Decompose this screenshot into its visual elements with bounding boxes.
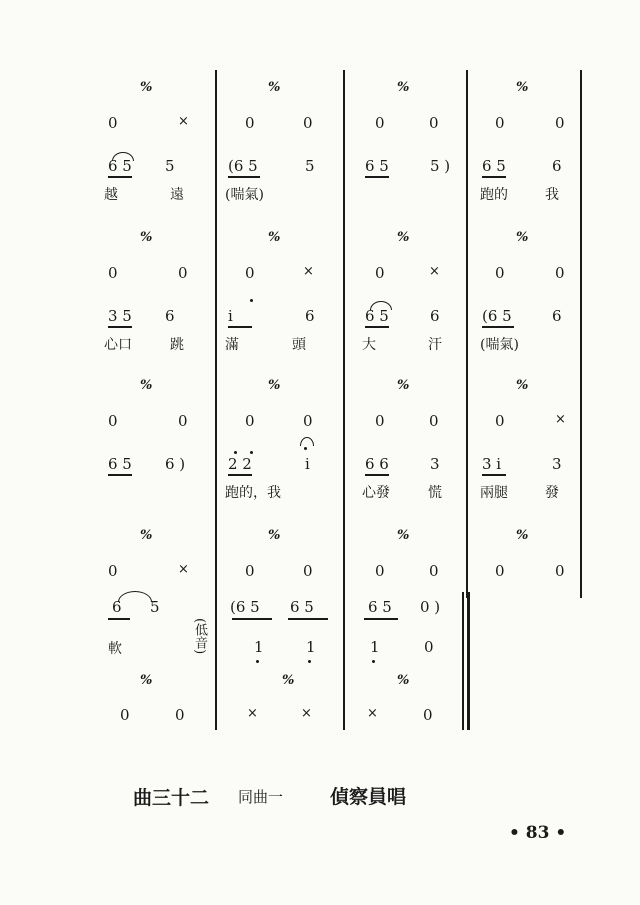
rest-zero: 0 [175, 706, 185, 724]
melody-note: 5 [305, 157, 315, 175]
duration-line [482, 326, 514, 328]
singer-label: 偵察員唱 [330, 786, 407, 808]
melody-note: 6 [552, 157, 562, 175]
lyric: 遠 [170, 187, 184, 203]
page-number: • 83 • [509, 823, 567, 843]
melody-note: i [228, 307, 233, 325]
lyric: 越 [104, 187, 118, 203]
lyric: 滿 [225, 337, 239, 353]
barline [343, 592, 345, 730]
lyric: 跳 [170, 337, 184, 353]
rest-zero: 0 [245, 114, 255, 132]
barline [343, 70, 345, 222]
barline [466, 70, 468, 222]
melody-note: 6 ) [165, 455, 186, 473]
melody-note: 2 2 [228, 455, 252, 473]
melody-note: (6 5 [482, 307, 512, 325]
repeat-mark: % [140, 528, 153, 543]
rest-zero: 0 [245, 264, 255, 282]
tune-label: 同曲一 [238, 788, 284, 806]
rest-zero: 0 [375, 412, 385, 430]
rest-zero: 0 [555, 114, 565, 132]
duration-line [108, 326, 132, 328]
duration-line [482, 176, 506, 178]
duration-line [364, 618, 398, 620]
barline [215, 368, 217, 520]
repeat-mark: % [397, 80, 410, 95]
duration-line [232, 618, 272, 620]
lyric: 大 [362, 337, 376, 353]
repeat-mark: % [397, 378, 410, 393]
rest-zero: 0 [178, 264, 188, 282]
octave-dot [250, 299, 253, 302]
repeat-mark: % [516, 230, 529, 245]
slur [300, 437, 314, 446]
rest-zero: 0 [245, 562, 255, 580]
rest-zero: 0 [303, 114, 313, 132]
duration-line [228, 176, 260, 178]
lyric: 頭 [292, 337, 306, 353]
lyric: (喘氣) [480, 337, 519, 353]
rest-zero: 0 [495, 264, 505, 282]
slur [118, 591, 152, 602]
duration-line [365, 474, 389, 476]
rest-zero: 0 [303, 412, 313, 430]
duration-line [108, 176, 132, 178]
duration-line [228, 474, 252, 476]
repeat-mark: % [397, 230, 410, 245]
barline [215, 70, 217, 222]
lyric: 兩腿 [480, 485, 508, 501]
rest-zero: 0 [555, 264, 565, 282]
duration-line [288, 618, 328, 620]
barline [215, 592, 217, 730]
low-note: 1 [370, 638, 380, 656]
repeat-mark: % [268, 80, 281, 95]
low-register-note: (低音) [192, 618, 207, 655]
repeat-mark: % [516, 378, 529, 393]
duration-line [482, 474, 506, 476]
melody-note: 6 5 [108, 455, 132, 473]
melody-note: 5 [165, 157, 175, 175]
barline [215, 518, 217, 598]
melody-note: 6 [165, 307, 175, 325]
repeat-mark: % [140, 378, 153, 393]
melody-note: (6 5 [228, 157, 258, 175]
melody-note: 6 [430, 307, 440, 325]
barline [343, 518, 345, 598]
barline [343, 368, 345, 520]
melody-note: 6 5 [365, 307, 389, 325]
duration-line [108, 618, 130, 620]
repeat-mark: % [397, 673, 410, 688]
melody-note: 6 5 [368, 598, 392, 616]
rest-cross: × [367, 706, 378, 721]
melody-note: 6 5 [365, 157, 389, 175]
lyric: 軟 [108, 641, 122, 657]
octave-dot [256, 660, 259, 663]
rest-cross: × [178, 114, 189, 129]
repeat-mark: % [282, 673, 295, 688]
melody-note: 3 [552, 455, 562, 473]
duration-line [108, 474, 132, 476]
rest-zero: 0 [178, 412, 188, 430]
lyric: 慌 [428, 485, 442, 501]
low-note: 1 [306, 638, 316, 656]
rest-zero: 0 [108, 562, 118, 580]
melody-note: 6 6 [365, 455, 389, 473]
barline [466, 368, 468, 520]
octave-dot [372, 660, 375, 663]
repeat-mark: % [140, 80, 153, 95]
final-barline [462, 592, 464, 730]
octave-dot [250, 451, 253, 454]
melody-note: 3 5 [108, 307, 132, 325]
melody-note: 6 [305, 307, 315, 325]
rest-cross: × [303, 264, 314, 279]
melody-note: 5 ) [430, 157, 451, 175]
repeat-mark: % [516, 528, 529, 543]
rest-cross: × [178, 562, 189, 577]
melody-note: 3 [430, 455, 440, 473]
barline [580, 220, 582, 372]
low-note: 1 [254, 638, 264, 656]
melody-note: (6 5 [230, 598, 260, 616]
melody-note: 0 ) [420, 598, 441, 616]
barline [343, 220, 345, 372]
rest-cross: × [555, 412, 566, 427]
lyric: (喘氣) [225, 187, 264, 203]
barline [580, 368, 582, 520]
rest-zero: 0 [375, 264, 385, 282]
rest-cross: × [247, 706, 258, 721]
repeat-mark: % [268, 528, 281, 543]
barline [580, 70, 582, 222]
rest-zero: 0 [495, 412, 505, 430]
rest-zero: 0 [375, 562, 385, 580]
octave-dot [304, 447, 307, 450]
rest-cross: × [301, 706, 312, 721]
melody-note: 6 5 [108, 157, 132, 175]
lyric: 跑的 [480, 187, 508, 203]
octave-dot [234, 451, 237, 454]
melody-note: i [305, 455, 310, 473]
melody-note: 6 5 [290, 598, 314, 616]
slur [112, 152, 134, 161]
repeat-mark: % [140, 230, 153, 245]
rest-zero: 0 [108, 412, 118, 430]
low-note: 0 [424, 638, 434, 656]
melody-note: 6 [112, 598, 122, 616]
octave-dot [308, 660, 311, 663]
lyric: 發 [545, 485, 559, 501]
melody-note: 6 5 [482, 157, 506, 175]
duration-line [228, 326, 252, 328]
repeat-mark: % [268, 378, 281, 393]
lyric: 跑的，我 [225, 485, 281, 501]
rest-zero: 0 [495, 114, 505, 132]
duration-line [365, 326, 389, 328]
rest-zero: 0 [108, 264, 118, 282]
rest-zero: 0 [429, 562, 439, 580]
final-barline-thick [467, 592, 470, 730]
barline [466, 220, 468, 372]
song-number: 曲三十二 [133, 787, 210, 809]
rest-zero: 0 [555, 562, 565, 580]
rest-zero: 0 [423, 706, 433, 724]
lyric: 心發 [362, 485, 390, 501]
barline [580, 518, 582, 598]
lyric: 汗 [428, 337, 442, 353]
rest-zero: 0 [375, 114, 385, 132]
repeat-mark: % [268, 230, 281, 245]
rest-zero: 0 [429, 114, 439, 132]
barline [215, 220, 217, 372]
rest-zero: 0 [120, 706, 130, 724]
barline [466, 518, 468, 598]
rest-cross: × [429, 264, 440, 279]
melody-note: 3 i [482, 455, 502, 473]
repeat-mark: % [140, 673, 153, 688]
rest-zero: 0 [245, 412, 255, 430]
rest-zero: 0 [429, 412, 439, 430]
melody-note: 6 [552, 307, 562, 325]
rest-zero: 0 [303, 562, 313, 580]
repeat-mark: % [397, 528, 410, 543]
melody-note: 5 [150, 598, 160, 616]
lyric: 心口 [104, 337, 132, 353]
repeat-mark: % [516, 80, 529, 95]
rest-zero: 0 [495, 562, 505, 580]
lyric: 我 [545, 187, 559, 203]
duration-line [365, 176, 389, 178]
slur [370, 301, 392, 310]
rest-zero: 0 [108, 114, 118, 132]
